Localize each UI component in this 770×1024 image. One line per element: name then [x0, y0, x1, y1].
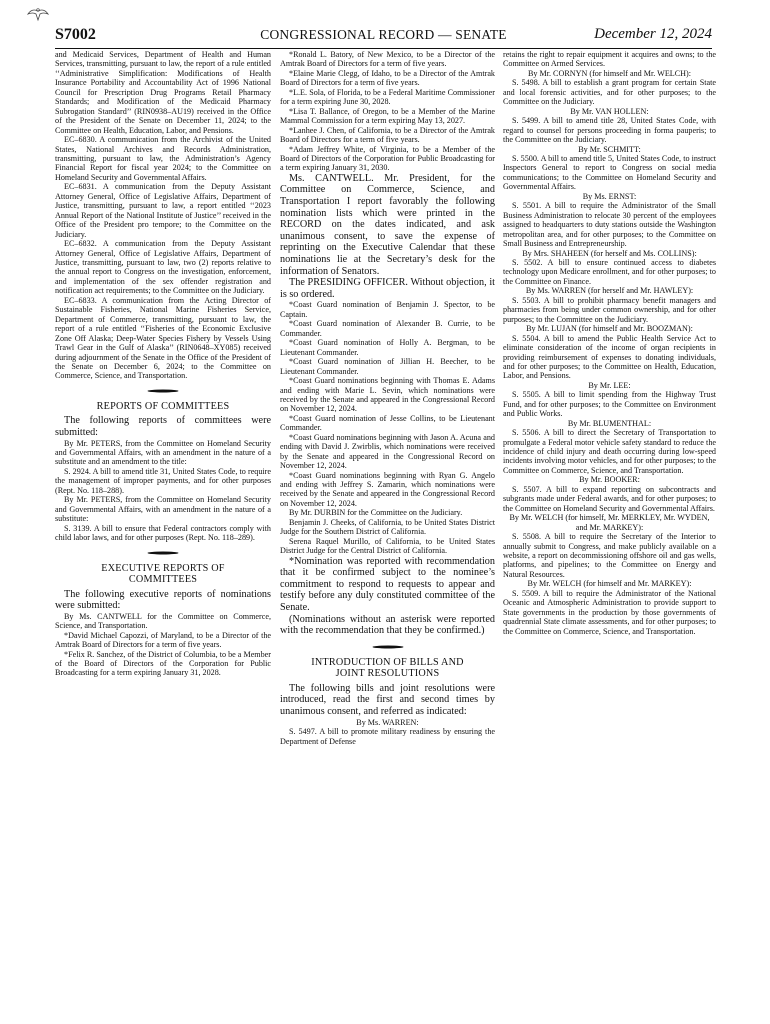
paragraph: By Ms. CANTWELL for the Committee on Commerce, Science, and Transportation. [55, 611, 271, 631]
paragraph: By Mr. PETERS, from the Committee on Homeland Security and Governmental Affairs, with an amendment in the nature of a substitute and an amendment to the title: [55, 438, 271, 467]
paragraph: Benjamin J. Cheeks, of California, to be United States District Judge for the Southern District of California. [280, 517, 495, 537]
paragraph: *Lisa T. Ballance, of Oregon, to be a Member of the Marine Mammal Commission for a term expiring May 13, 2027. [280, 106, 495, 126]
paragraph: retains the right to repair equipment it acquires and owns; to the Committee on Armed Services. [503, 50, 716, 69]
paragraph: *Ronald L. Batory, of New Mexico, to be a Director of the Amtrak Board of Directors for a term of five years. [280, 50, 495, 69]
paragraph: (Nominations without an asterisk were reported with the recommendation that they be confirmed.) [280, 613, 495, 637]
page-number: S7002 [55, 26, 96, 43]
paragraph: The PRESIDING OFFICER. Without objection, it is so ordered. [280, 277, 495, 300]
column-1 [55, 50, 271, 678]
section-heading-executive [55, 563, 271, 586]
page-header [55, 26, 712, 49]
paragraph: S. 2924. A bill to amend title 31, United States Code, to require the management of improper payments, and for other purposes (Rept. No. 118–288). [55, 466, 271, 495]
paragraph: Serena Raquel Murillo, of California, to be United States District Judge for the Central District of California. [280, 536, 495, 556]
paragraph: The following reports of committees were submitted: [55, 415, 271, 438]
sponsor-line: By Mr. CORNYN (for himself and Mr. WELCH): [527, 68, 691, 78]
paragraph: S. 5508. A bill to require the Secretary of the Interior to annually submit to Congress, and make publicly available on a website, a report on decommissioning offshore oil and gas wells, platforms, and pipelines; to the Committee on Energy and Natural Resources. [503, 532, 716, 579]
paragraph: EC–6833. A communication from the Acting Director of Sustainable Fisheries, National Marine Fisheries Service, Department of Commerce, transmitting, pursuant to law, the report of a rule entitled ‘‘Fisheries of the Economic Exclusive Zone Off Alaska; Deep-Water Species Fishery by Vessels Using Trawl Gear in the Gulf of Alaska’’ (RIN0648–XY085) received during adjournment of the Senate in the Office of the President of the Senate on December 6, 2024; to the Committee on Commerce, Science, and Transportation. [55, 295, 271, 381]
paragraph: *Coast Guard nomination of Holly A. Bergman, to be Lieutenant Commander. [280, 338, 495, 357]
paragraph: By Mr. PETERS, from the Committee on Homeland Security and Governmental Affairs, with an amendment in the nature of a substitute: [55, 495, 271, 524]
paragraph: S. 5502. A bill to ensure continued access to diabetes technology upon Medicare enrollment, and for other purposes; to the Committee on Finance. [503, 257, 716, 286]
paragraph: *Adam Jeffrey White, of Virginia, to be a Member of the Board of Directors of the Corporation for Public Broadcasting for a term expiring January 31, 2030. [280, 144, 495, 173]
paragraph: S. 5501. A bill to require the Administrator of the Small Business Administration to relocate 30 percent of the employees assigned to headquarters to duty stations outside the Washington metropolitan area, and for other purposes; to the Committee on Small Business and Entrepreneurship. [503, 201, 716, 249]
paragraph: *Coast Guard nominations beginning with Thomas E. Adams and ending with Marie L. Sevin, which nominations were received by the Senate and appeared in the Congressional Record on November 12, 2024. [280, 376, 495, 414]
section-divider [280, 643, 495, 651]
paragraph: *Coast Guard nomination of Alexander B. Currie, to be Commander. [280, 319, 495, 338]
paragraph: The following bills and joint resolutions were introduced, read the first and second times by unanimous consent, and referred as indicated: [280, 682, 495, 717]
sponsor-line: By Mr. VAN HOLLEN: [570, 106, 649, 116]
sponsor-line: By Mr. WELCH (for himself, Mr. MERKLEY, Mr. WYDEN, and Mr. MARKEY): [509, 513, 710, 532]
paragraph: EC–6832. A communication from the Deputy Assistant Attorney General, Office of Legislative Affairs, Department of Justice, transmitting, pursuant to law, two (2) reports relative to the annual report to Congress on the investigation, enforcement, and implementation of the sex offender registration and notification act requirements; to the Committee on the Judiciary. [55, 239, 271, 296]
sponsor-line: By Ms. WARREN (for herself and Mr. HAWLEY): [525, 286, 694, 296]
paragraph: *L.E. Sola, of Florida, to be a Federal Maritime Commissioner for a term expiring June 30, 2028. [280, 87, 495, 107]
paragraph: S. 5499. A bill to amend title 28, United States Code, with regard to counsel for persons proceeding in forma pauperis; to the Committee on the Judiciary. [503, 116, 716, 145]
paragraph: By Mr. DURBIN for the Committee on the Judiciary. [289, 508, 463, 518]
eagle-logo-icon [26, 4, 50, 22]
column-3 [503, 50, 716, 636]
paragraph: S. 5498. A bill to establish a grant program for certain State and local forensic activities, and for other purposes; to the Committee on the Judiciary. [503, 78, 716, 107]
paragraph: *Nomination was reported with recommendation that it be confirmed subject to the nominee’s commitment to respond to requests to appear and testify before any duly constituted committee of the Senate. [280, 555, 495, 614]
paragraph: Ms. CANTWELL. Mr. President, for the Committee on Commerce, Science, and Transportation I report favorably the following nomination lists which were printed in the RECORD on the dates indicated, and ask unanimous consent, to save the expense of reprinting on the Executive Calendar that these nominations lie at the Secretary’s desk for the information of Senators. [280, 172, 495, 277]
paragraph: *Coast Guard nominations beginning with Ryan G. Angelo and ending with Jeffrey S. Zamarin, which nominations were received by the Senate and appeared in the Congressional Record on November 12, 2024. [280, 470, 495, 508]
heading-line: EXECUTIVE REPORTS OF [101, 562, 225, 574]
sponsor-line: By Mr. LEE: [588, 380, 631, 390]
page-date: December 12, 2024 [594, 26, 712, 42]
sponsor-line: By Mr. LUJAN (for himself and Mr. BOOZMAN): [526, 324, 693, 334]
paragraph: and Medicaid Services, Department of Health and Human Services, transmitting, pursuant to law, the report of a rule entitled ‘‘Administrative Simplification: Modifications of Health Insurance Portability and Accountability Act of 1996 National Council for Prescription Drug Programs Retail Pharmacy Standards; and Modification of the Medicaid Pharmacy Subrogation Standard’’ (RIN0938–AU19) received in the Office of the President of the Senate on December 11, 2024; to the Committee on Health, Education, Labor, and Pensions. [55, 50, 271, 135]
paragraph: S. 5509. A bill to require the Administrator of the National Oceanic and Atmospheric Administration to provide support to State governments in the production by those governments of quadrennial State climate assessments, and for other purposes; to the Committee on Commerce, Science, and Transportation. [503, 588, 716, 636]
sponsor-line: By Mr. BLUMENTHAL: [567, 418, 652, 428]
paragraph: The following executive reports of nominations were submitted: [55, 588, 271, 612]
heading-line: COMMITTEES [128, 574, 198, 586]
heading-line: JOINT RESOLUTIONS [335, 668, 440, 680]
paragraph: S. 5503. A bill to prohibit pharmacy benefit managers and pharmacies from being under common ownership, and for other purposes; to the Committee on the Judiciary. [503, 295, 716, 324]
sponsor-line: By Mr. SCHMITT: [578, 144, 641, 154]
paragraph: S. 5505. A bill to limit spending from the Highway Trust Fund, and for other purposes; to the Committee on Environment and Public Works. [503, 390, 716, 419]
paragraph: *Lanhee J. Chen, of California, to be a Director of the Amtrak Board of Directors for a term of five years. [280, 125, 495, 145]
sponsor-line: By Mr. BOOKER: [579, 475, 640, 485]
paragraph: S. 5506. A bill to direct the Secretary of Transportation to promulgate a Federal motor vehicle safety standard to reduce the incidence of child injury and death occurring during low-speed incidents involving motor vehicles, and for other purposes; to the Committee on Commerce, Science, and Transportation. [503, 428, 716, 475]
paragraph: *Coast Guard nomination of Benjamin J. Spector, to be Captain. [280, 300, 495, 319]
sponsor-line: By Ms. WARREN: [356, 717, 419, 727]
paragraph: *Coast Guard nominations beginning with Jason A. Acuna and ending with David J. Zwirblis, which nominations were received by the Senate and appeared in the Congressional Record on November 12, 2024. [280, 432, 495, 471]
paragraph: *David Michael Capozzi, of Maryland, to be a Director of the Amtrak Board of Directors for a term of five years. [55, 630, 271, 650]
heading-line: INTRODUCTION OF BILLS AND [311, 656, 464, 668]
paragraph: S. 5497. A bill to promote military readiness by ensuring the Department of Defense [280, 727, 495, 746]
paragraph: S. 3139. A bill to ensure that Federal contractors comply with child labor laws, and for other purposes (Rept. No. 118–289). [55, 523, 271, 543]
paragraph: EC–6831. A communication from the Deputy Assistant Attorney General, Office of Legislative Affairs, Department of Justice, transmitting, pursuant to law, a report entitled ‘‘2023 Annual Report of the National Institute of Justice’’ received in the Office of the President pro tempore; to the Committee on the Judiciary. [55, 182, 271, 239]
section-heading-bills [280, 657, 495, 680]
column-2 [280, 50, 495, 746]
paragraph: *Felix R. Sanchez, of the District of Columbia, to be a Member of the Board of Directors of the Corporation for Public Broadcasting for a term expiring January 31, 2028. [55, 649, 271, 678]
section-heading-reports: REPORTS OF COMMITTEES [96, 400, 230, 412]
paragraph: *Coast Guard nomination of Jesse Collins, to be Lieutenant Commander. [280, 413, 495, 433]
paragraph: *Elaine Marie Clegg, of Idaho, to be a Director of the Amtrak Board of Directors for a term of five years. [280, 68, 495, 88]
page-title: CONGRESSIONAL RECORD — SENATE [260, 27, 507, 42]
paragraph: EC–6830. A communication from the Archivist of the United States, National Archives and Records Administration, transmitting, pursuant to law, the Administration’s Agency Financial Report for fiscal year 2024; to the Committee on Homeland Security and Governmental Affairs. [55, 135, 271, 182]
paragraph: S. 5507. A bill to expand reporting on subcontracts and subgrants made under Federal awards, and for other purposes; to the Committee on Homeland Security and Governmental Affairs. [503, 484, 716, 513]
sponsor-line: By Mr. WELCH (for himself and Mr. MARKEY): [527, 579, 692, 589]
section-divider [55, 549, 271, 557]
paragraph: S. 5504. A bill to amend the Public Health Service Act to eliminate consideration of the income of organ recipients in providing reimbursement of expenses to donating individuals, and for other purposes; to the Committee on Health, Education, Labor, and Pensions. [503, 333, 716, 381]
paragraph: *Coast Guard nomination of Jillian H. Beecher, to be Lieutenant Commander. [280, 357, 495, 376]
paragraph: S. 5500. A bill to amend title 5, United States Code, to instruct Inspectors General to report to Congress on social media communications; to the Committee on Homeland Security and Governmental Affairs. [503, 153, 716, 192]
section-divider [55, 387, 271, 395]
sponsor-line: By Ms. ERNST: [582, 191, 637, 201]
sponsor-line: By Mrs. SHAHEEN (for herself and Ms. COLLINS): [522, 248, 697, 258]
